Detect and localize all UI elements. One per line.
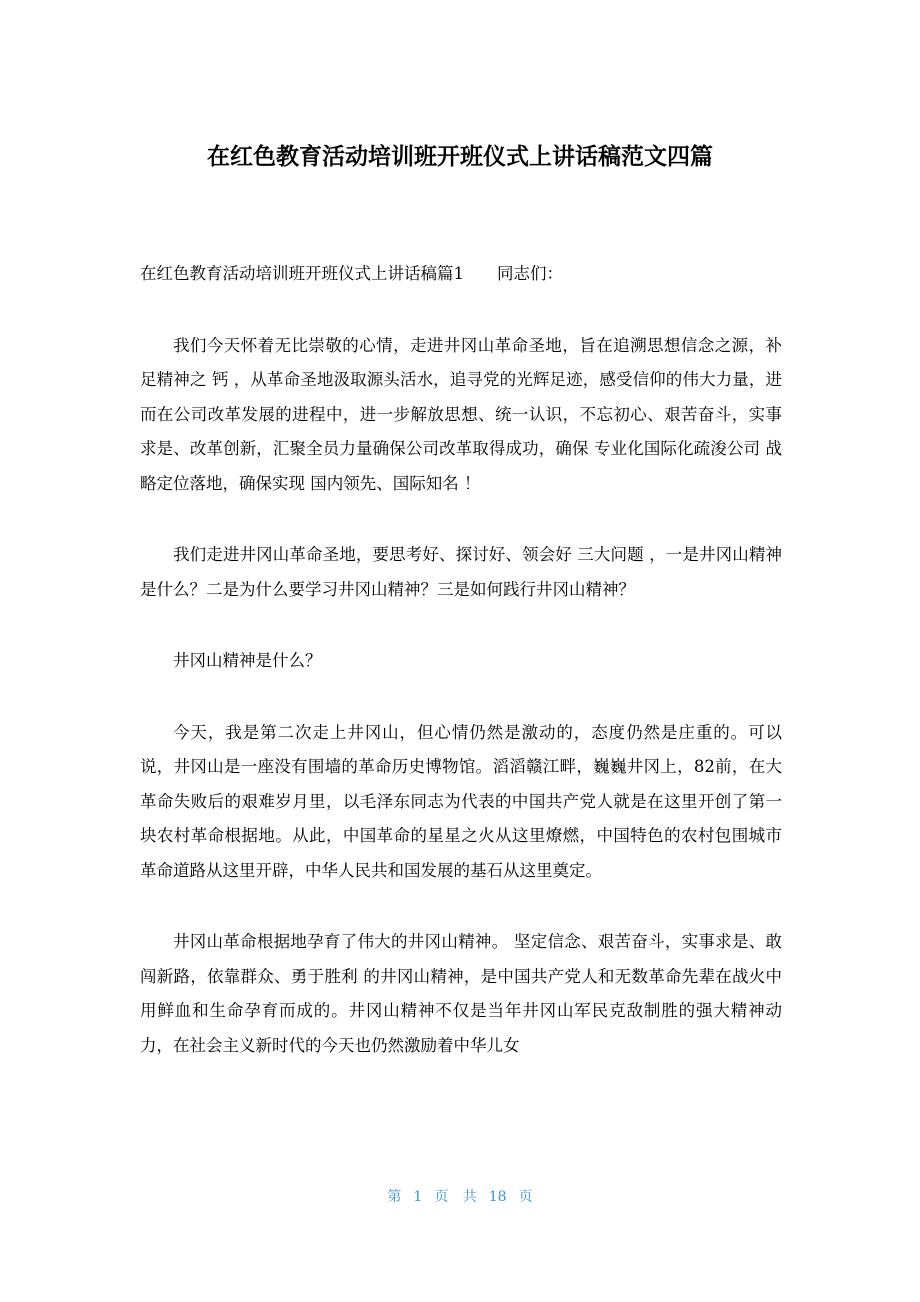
section-question: 井冈山精神是什么？ xyxy=(173,651,322,670)
paragraph: 今天，我是第二次走上井冈山，但心情仍然是激动的，态度仍然是庄重的。可以说，井冈山是一座没有围墙的革命历史博物馆。滔滔赣江畔，巍巍井冈上，82前，在大革命失败后的艰难岁月里，以毛泽东同志为代表的中国共产党人就是在这里开创了第一块农村革命根据地。从此，中国革命的星星之火从这里燎燃，中国特色的农村包围城市革命道路从这里开辟，中华人民共和国发展的基石从这里奠定。 xyxy=(140,722,782,880)
paragraph-heading-line: 在红色教育活动培训班开班仪式上讲话稿篇1 同志们： xyxy=(140,264,563,283)
page-label-prefix: 第 xyxy=(387,1189,402,1205)
page-label-middle: 页 共 xyxy=(434,1189,477,1205)
paragraph: 我们今天怀着无比崇敬的心情，走进井冈山革命圣地，旨在追溯思想信念之源，补足精神之 钙 ，从革命圣地汲取源头活水，追寻党的光辉足迹，感受信仰的伟大力量，进而在公司改革发展的进程中，进一步解放思想、统一认识，不忘初心、艰苦奋斗，实事求是、改革创新，汇聚全员力量确保公司改革取得成功，确保 专业化国际化疏浚公司 战略定位落地，确保实现 国内领先、国际知名 ！ xyxy=(140,335,782,493)
document-title: 在红色教育活动培训班开班仪式上讲话稿范文四篇 xyxy=(207,144,713,170)
document-body xyxy=(140,257,782,1100)
current-page-number: 1 xyxy=(413,1189,423,1205)
page-label-suffix: 页 xyxy=(518,1189,533,1205)
paragraph: 我们走进井冈山革命圣地，要思考好、探讨好、领会好 三大问题 ，一是井冈山精神是什么？二是为什么要学习井冈山精神？三是如何践行井冈山精神？ xyxy=(140,545,782,599)
paragraph: 井冈山革命根据地孕育了伟大的井冈山精神。 坚定信念、艰苦奋斗，实事求是、敢闯新路，依靠群众、勇于胜利 的井冈山精神，是中国共产党人和无数革命先辈在战火中用鲜血和生命孕育而成的。井冈山精神不仅是当年井冈山军民克敌制胜的强大精神动力，在社会主义新时代的今天也仍然激励着中华儿女 xyxy=(140,932,782,1055)
total-page-count: 18 xyxy=(488,1189,507,1205)
page-number-footer xyxy=(0,1186,920,1208)
